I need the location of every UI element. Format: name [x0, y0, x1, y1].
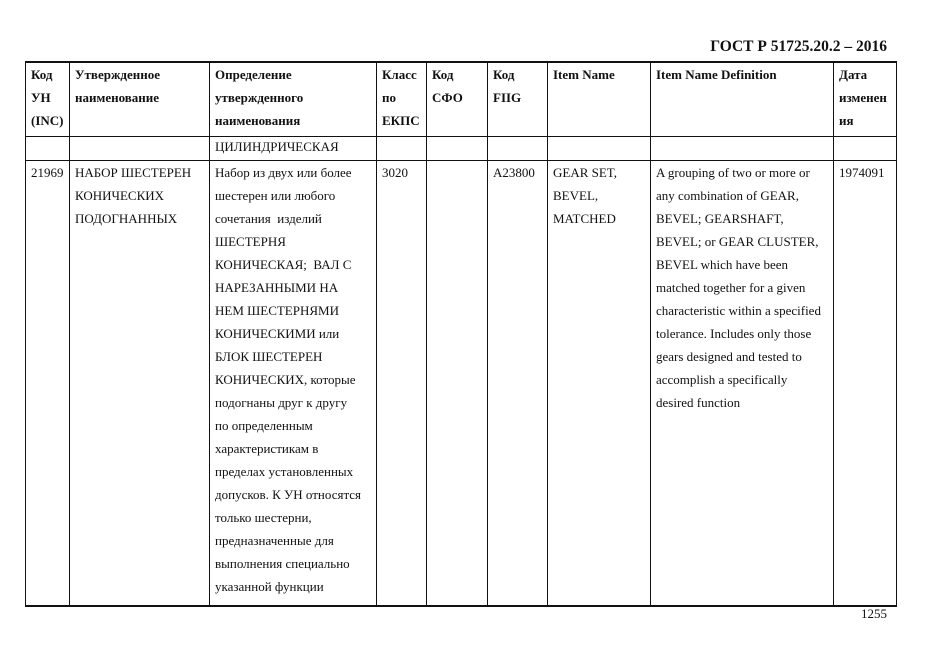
- cont-ekps-class: [377, 137, 427, 161]
- cell-sfo-code: [427, 161, 488, 605]
- cont-definition: ЦИЛИНДРИЧЕСКАЯ: [210, 137, 377, 161]
- cell-definition: Набор из двух или более шестерен или любого сочетания изделий ШЕСТЕРНЯ КОНИЧЕСКАЯ; ВАЛ С НАРЕЗАННЫМИ НА НЕМ ШЕСТЕРНЯМИ КОНИЧЕСКИМИ или БЛОК ШЕСТЕРЕН КОНИЧЕСКИХ, которые подогнаны друг к другу по определенным характеристикам в пределах установленных допусков. К УН относятся только шестерни, предназначенные для выполнения специально указанной функции: [210, 161, 377, 605]
- cell-inc-code: 21969: [26, 161, 70, 605]
- cont-item-name: [548, 137, 651, 161]
- cell-ekps-class: 3020: [377, 161, 427, 605]
- cell-item-name-definition: A grouping of two or more or any combination of GEAR, BEVEL; GEARSHAFT, BEVEL; or GEAR CLUSTER, BEVEL which have been matched together for a given characteristic within a specified tolerance. Includes only those gears designed and tested to accomplish a specifically desired function: [651, 161, 834, 605]
- header-change-date: Дата изменен ия: [834, 63, 897, 137]
- page-number: 1255: [861, 606, 887, 621]
- cont-sfo-code: [427, 137, 488, 161]
- header-definition: Определение утвержденного наименования: [210, 63, 377, 137]
- cont-fiig-code: [488, 137, 548, 161]
- nomenclature-table: [25, 61, 897, 607]
- cont-inc-code: [26, 137, 70, 161]
- cell-fiig-code: A23800: [488, 161, 548, 605]
- header-sfo-code: Код СФО: [427, 63, 488, 137]
- header-item-name-definition: Item Name Definition: [651, 63, 834, 137]
- header-ekps-class: Класс по ЕКПС: [377, 63, 427, 137]
- header-fiig-code: Код FIIG: [488, 63, 548, 137]
- cont-change-date: [834, 137, 897, 161]
- cell-item-name: GEAR SET, BEVEL, MATCHED: [548, 161, 651, 605]
- header-item-name: Item Name: [548, 63, 651, 137]
- cell-approved-name: НАБОР ШЕСТЕРЕН КОНИЧЕСКИХ ПОДОГНАННЫХ: [70, 161, 210, 605]
- header-inc-code: Код УН (INC): [26, 63, 70, 137]
- standard-id: ГОСТ Р 51725.20.2 – 2016: [710, 38, 887, 55]
- cell-change-date: 1974091: [834, 161, 897, 605]
- cont-item-name-definition: [651, 137, 834, 161]
- cont-approved-name: [70, 137, 210, 161]
- header-approved-name: Утвержденное наименование: [70, 63, 210, 137]
